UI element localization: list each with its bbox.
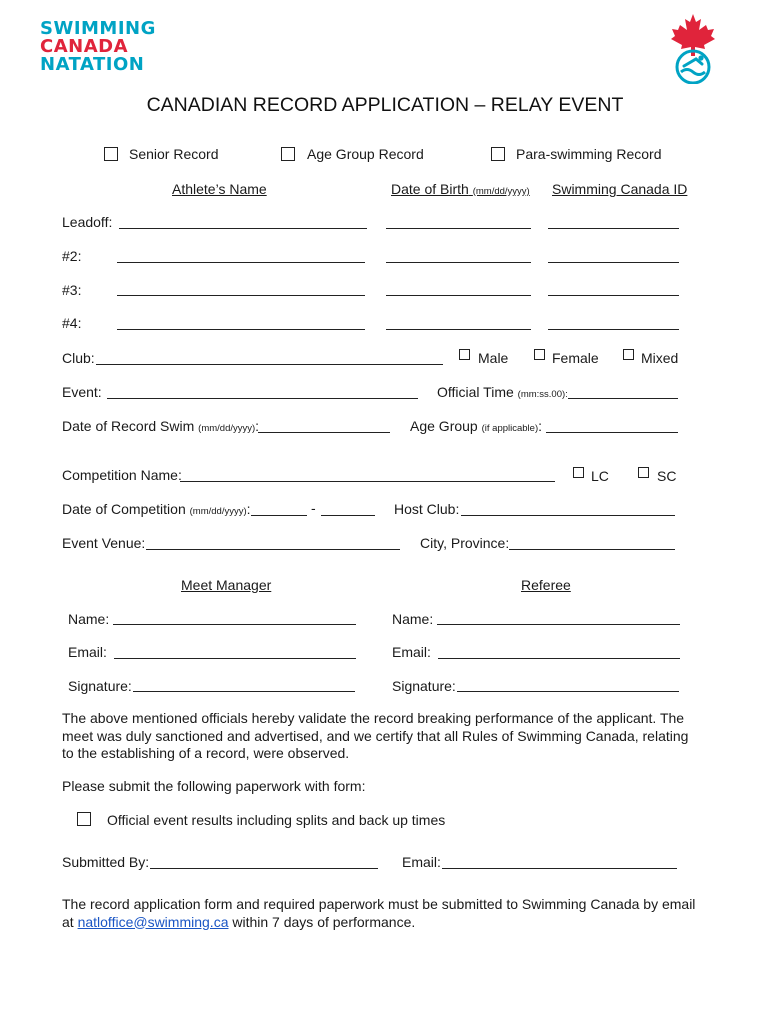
swimmer-3-label: #3: [62, 282, 82, 298]
club-label: Club: [62, 350, 95, 366]
mixed-label: Mixed [641, 350, 679, 366]
meet-manager-signature-field[interactable] [133, 691, 355, 692]
validation-paragraph: The above mentioned officials hereby validate the record breaking performance of the applicant. The meet was duly sanctioned and advertised, and we certify that all Rules of Swimming Canada, relating to the establishing of a record, were observed. [62, 710, 689, 761]
male-checkbox[interactable] [459, 349, 470, 360]
swimmer-4-label: #4: [62, 315, 82, 331]
logo-canada: CANADA [40, 36, 129, 57]
swimmer-4-name-field[interactable] [117, 329, 365, 330]
athlete-name-header: Athlete’s Name [172, 181, 267, 197]
age-group-label: Age Group (if applicable): [410, 418, 542, 434]
competition-date-label: Date of Competition (mm/dd/yyyy): [62, 501, 251, 517]
female-label: Female [552, 350, 599, 366]
event-label: Event: [62, 384, 102, 400]
logo-swimming: SWIMMING [40, 18, 156, 39]
mixed-checkbox[interactable] [623, 349, 634, 360]
referee-signature-label: Signature: [392, 678, 456, 694]
swimmer-2-label: #2: [62, 248, 82, 264]
meet-manager-email-field[interactable] [114, 658, 356, 659]
swimmer-2-id-field[interactable] [548, 262, 679, 263]
host-club-field[interactable] [461, 515, 675, 516]
city-province-label: City, Province: [420, 535, 510, 551]
official-time-label: Official Time (mm:ss.00): [437, 384, 568, 400]
referee-name-field[interactable] [437, 624, 680, 625]
senior-record-checkbox[interactable] [104, 147, 118, 161]
maple-leaf-swimmer-icon [668, 12, 718, 84]
dob-header: Date of Birth (mm/dd/yyyy) [391, 181, 530, 197]
host-club-label: Host Club: [394, 501, 460, 517]
footer-paragraph: The record application form and required paperwork must be submitted to Swimming Canada by email at natloffice@swimming.ca within 7 days of performance. [62, 896, 696, 930]
competition-name-label: Competition Name: [62, 467, 182, 483]
swimmer-4-id-field[interactable] [548, 329, 679, 330]
event-venue-field[interactable] [146, 549, 400, 550]
meet-manager-signature-label: Signature: [68, 678, 132, 694]
leadoff-label: Leadoff: [62, 214, 113, 230]
submit-instructions: Please submit the following paperwork with form: [62, 778, 366, 794]
sc-label: SC [657, 468, 677, 484]
submitted-by-label: Submitted By: [62, 854, 150, 870]
sc-checkbox[interactable] [638, 467, 649, 478]
competition-start-date-field[interactable] [251, 515, 307, 516]
event-venue-label: Event Venue: [62, 535, 146, 551]
referee-name-label: Name: [392, 611, 434, 627]
submitted-by-field[interactable] [150, 868, 378, 869]
official-results-label: Official event results including splits and back up times [107, 812, 446, 828]
para-swimming-record-label: Para-swimming Record [516, 146, 662, 162]
leadoff-dob-field[interactable] [386, 228, 531, 229]
date-range-dash: - [311, 500, 316, 516]
lc-checkbox[interactable] [573, 467, 584, 478]
leadoff-name-field[interactable] [119, 228, 367, 229]
age-group-record-checkbox[interactable] [281, 147, 295, 161]
logo-natation: NATATION [40, 54, 145, 75]
swimmer-3-dob-field[interactable] [386, 295, 531, 296]
referee-signature-field[interactable] [457, 691, 679, 692]
event-field[interactable] [107, 398, 418, 399]
swimmer-2-name-field[interactable] [117, 262, 365, 263]
official-results-checkbox[interactable] [77, 812, 91, 826]
female-checkbox[interactable] [534, 349, 545, 360]
competition-name-field[interactable] [180, 481, 555, 482]
referee-header: Referee [521, 577, 571, 593]
official-time-field[interactable] [568, 398, 678, 399]
swimmer-3-id-field[interactable] [548, 295, 679, 296]
lc-label: LC [591, 468, 609, 484]
submitter-email-field[interactable] [442, 868, 677, 869]
swimmer-3-name-field[interactable] [117, 295, 365, 296]
swimmer-2-dob-field[interactable] [386, 262, 531, 263]
age-group-record-label: Age Group Record [307, 146, 424, 162]
leadoff-id-field[interactable] [548, 228, 679, 229]
para-swimming-record-checkbox[interactable] [491, 147, 505, 161]
referee-email-field[interactable] [438, 658, 680, 659]
record-swim-date-label: Date of Record Swim (mm/dd/yyyy): [62, 418, 260, 434]
meet-manager-header: Meet Manager [181, 577, 272, 593]
meet-manager-name-field[interactable] [113, 624, 356, 625]
submitter-email-label: Email: [402, 854, 441, 870]
age-group-field[interactable] [546, 432, 678, 433]
swimmer-4-dob-field[interactable] [386, 329, 531, 330]
meet-manager-email-label: Email: [68, 644, 107, 660]
senior-record-label: Senior Record [129, 146, 219, 162]
male-label: Male [478, 350, 509, 366]
club-field[interactable] [96, 364, 443, 365]
swimming-canada-id-header: Swimming Canada ID [552, 181, 688, 197]
city-province-field[interactable] [509, 549, 675, 550]
page-title: CANADIAN RECORD APPLICATION – RELAY EVENT [146, 94, 624, 116]
referee-email-label: Email: [392, 644, 431, 660]
record-swim-date-field[interactable] [258, 432, 390, 433]
meet-manager-name-label: Name: [68, 611, 110, 627]
competition-end-date-field[interactable] [321, 515, 375, 516]
office-email-link[interactable]: natloffice@swimming.ca [77, 913, 229, 930]
